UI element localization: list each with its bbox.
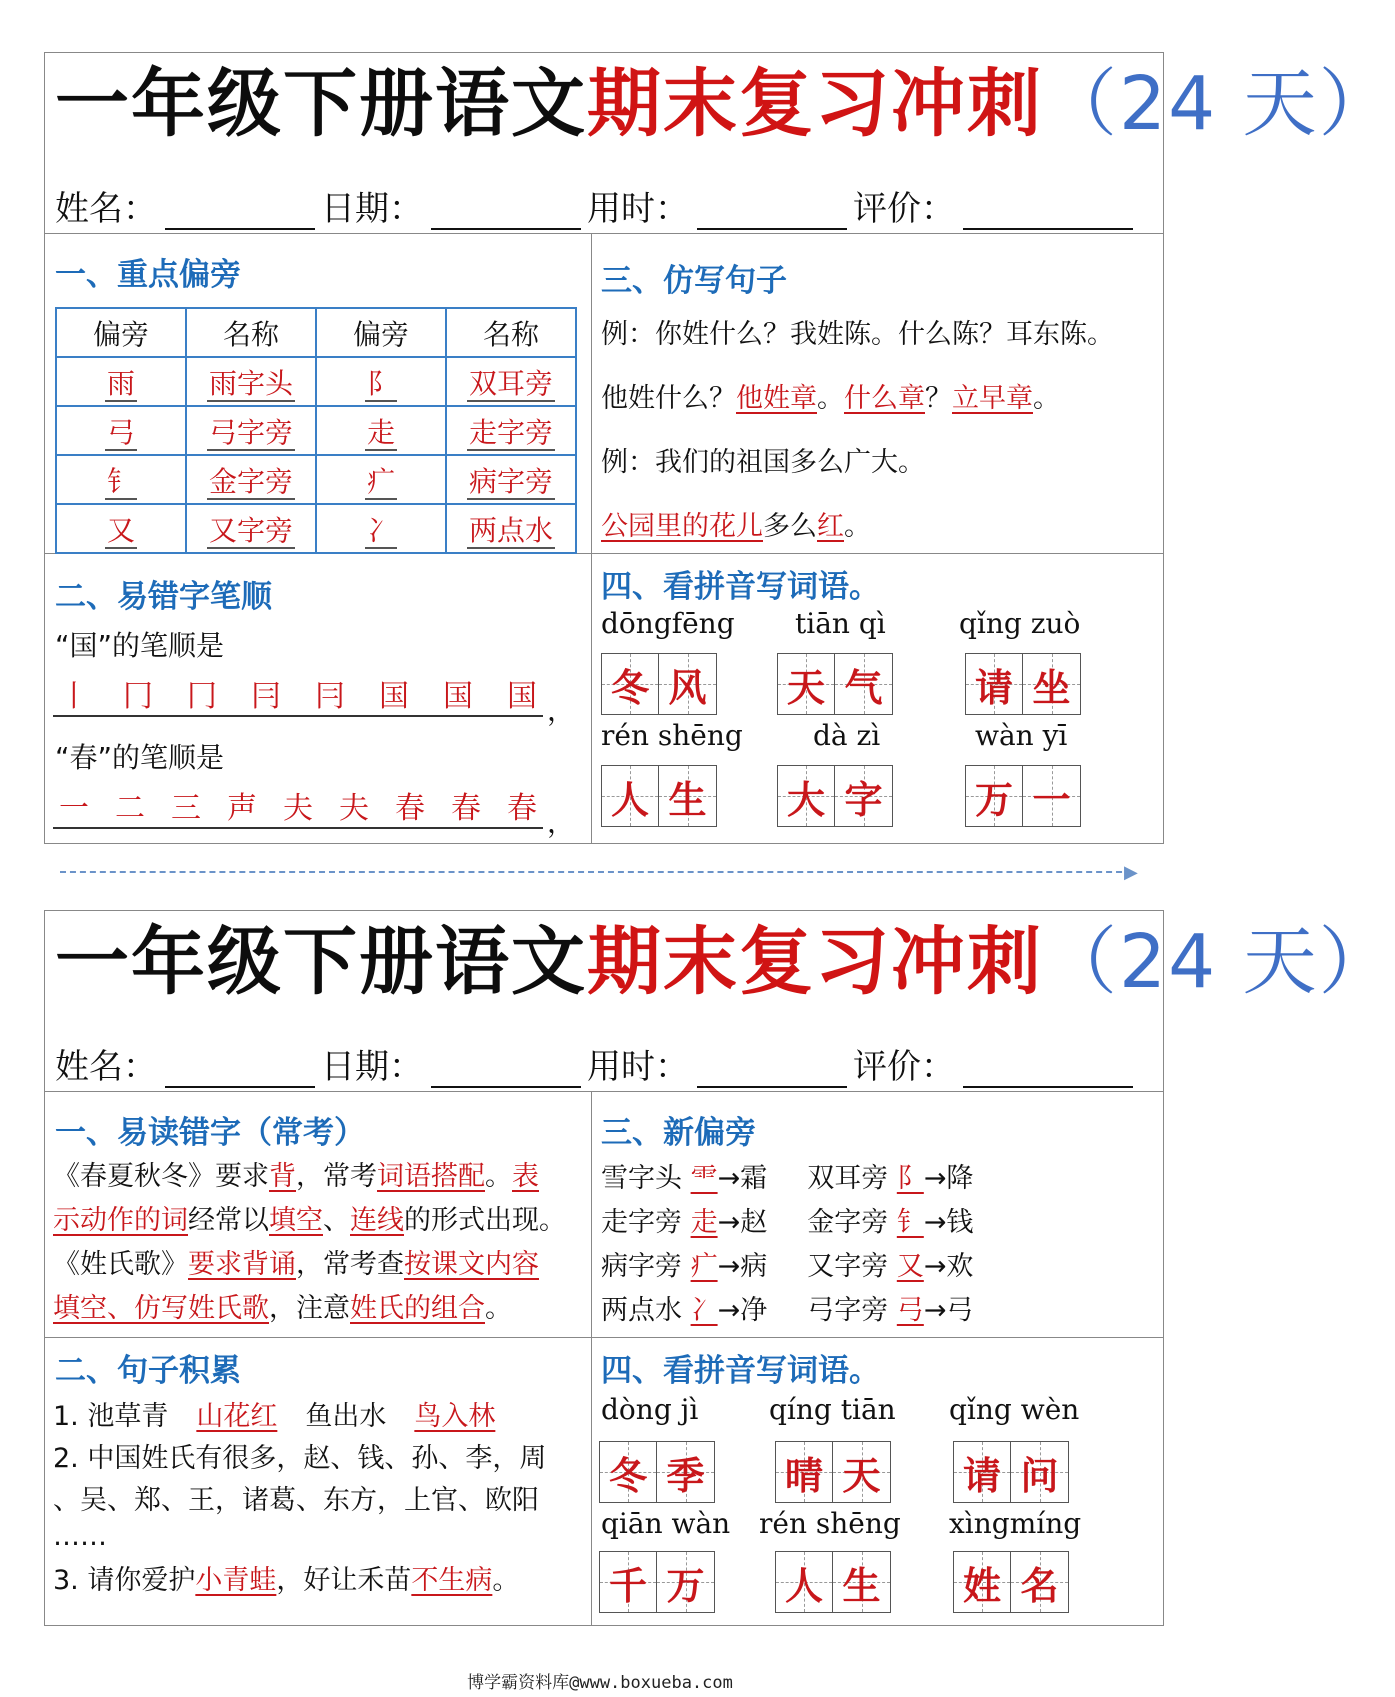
pinyin: wàn yī <box>975 719 1068 752</box>
divider <box>591 233 592 844</box>
paragraph-line: 填空、仿写姓氏歌，注意姓氏的组合。 <box>53 1293 512 1324</box>
written-char: 季 <box>666 1453 705 1498</box>
written-char: 人 <box>784 1563 823 1608</box>
sentence-line: 3. 请你爱护小青蛙，好让禾苗不生病。 <box>53 1565 520 1596</box>
written-char: 气 <box>844 665 883 710</box>
comma: ， <box>547 806 576 839</box>
stroke: 国 <box>443 679 473 714</box>
written-char: 晴 <box>784 1453 823 1498</box>
radical-name: 金字旁 <box>208 464 293 498</box>
sentence-line: 、吴、郑、王，诸葛、东方，上官、欧阳 <box>53 1485 539 1516</box>
pinyin: dōngfēng <box>601 607 735 640</box>
paragraph-line: 《姓氏歌》要求背诵，常考查按课文内容 <box>53 1249 539 1280</box>
written-char: 一 <box>1032 777 1071 822</box>
stroke-order-answer <box>53 783 543 829</box>
stroke-question: “春”的笔顺是 <box>55 741 225 774</box>
pinyin: dòng jì <box>601 1393 699 1426</box>
section-title: 四、看拼音写词语。 <box>601 569 880 605</box>
written-char: 问 <box>1020 1453 1059 1498</box>
table-header: 名称 <box>186 308 316 357</box>
stroke: 三 <box>171 791 201 826</box>
stroke: 冂 <box>187 679 217 714</box>
written-char: 人 <box>610 777 649 822</box>
pinyin: qǐng wèn <box>949 1393 1080 1426</box>
footer-watermark: 博学霸资料库@www.boxueba.com <box>467 1673 733 1693</box>
divider <box>45 1337 1163 1338</box>
radical-name: 弓字旁 <box>208 415 293 449</box>
eval-label: 评价： <box>853 1047 955 1087</box>
pinyin: rén shēng <box>759 1507 901 1540</box>
section-title: 二、易错字笔顺 <box>55 579 272 615</box>
radical-example-row: 走字旁 走→赵 金字旁 钅→钱 <box>601 1207 974 1238</box>
radical: 钅 <box>106 464 135 498</box>
answer-sentence: 公园里的花儿多么红。 <box>601 511 871 542</box>
sentence-line: 2. 中国姓氏有很多，赵、钱、孙、李，周 <box>53 1443 547 1474</box>
radical: 又 <box>106 513 135 547</box>
written-char: 生 <box>842 1563 881 1608</box>
paragraph-line: 《春夏秋冬》要求背，常考词语搭配。表 <box>53 1161 539 1192</box>
example-sentence: 例：你姓什么？我姓陈。什么陈？耳东陈。 <box>601 319 1114 350</box>
written-char: 字 <box>844 777 883 822</box>
table-header: 名称 <box>446 308 576 357</box>
word-grid <box>599 1441 715 1503</box>
table-row <box>56 504 576 553</box>
section-title: 三、新偏旁 <box>601 1115 756 1151</box>
worksheet-title: 一年级下册语文期末复习冲刺（24 天） <box>55 919 1395 1005</box>
written-char: 风 <box>668 665 707 710</box>
written-char: 请 <box>974 665 1013 710</box>
written-char: 冬 <box>608 1453 647 1498</box>
written-char: 坐 <box>1032 665 1071 710</box>
dashed-separator <box>60 871 1132 873</box>
divider <box>45 233 1163 234</box>
date-blank[interactable] <box>431 192 581 230</box>
radical-example-row: 雪字头 ⻗→霜 双耳旁 阝→降 <box>601 1163 974 1194</box>
date-blank[interactable] <box>431 1050 581 1088</box>
radical: 弓 <box>106 415 135 449</box>
info-row <box>55 181 1139 230</box>
radical: 走 <box>366 415 395 449</box>
pinyin: qiān wàn <box>601 1507 731 1540</box>
stroke: 春 <box>395 791 425 826</box>
stroke: 冃 <box>251 679 281 714</box>
pinyin: qǐng zuò <box>959 607 1081 640</box>
pinyin: xìngmíng <box>949 1507 1082 1540</box>
section-title: 二、句子积累 <box>55 1353 241 1389</box>
radical: 雨 <box>106 366 135 400</box>
stroke: 声 <box>227 791 257 826</box>
time-blank[interactable] <box>697 1050 847 1088</box>
pinyin: tiān qì <box>795 607 886 640</box>
arrow-right-icon: ▶ <box>1124 862 1138 883</box>
date-label: 日期： <box>321 189 423 229</box>
radical-name: 走字旁 <box>468 415 553 449</box>
sentence-line: 1. 池草青 山花红 鱼出水 鸟入林 <box>53 1401 496 1432</box>
eval-label: 评价： <box>853 189 955 229</box>
word-grid <box>777 765 893 827</box>
word-grid <box>601 653 717 715</box>
radical-name: 双耳旁 <box>468 366 553 400</box>
word-grid <box>777 653 893 715</box>
time-label: 用时： <box>587 189 689 229</box>
written-char: 千 <box>608 1563 647 1608</box>
radical-example-row: 病字旁 疒→病 又字旁 又→欢 <box>601 1251 974 1282</box>
written-char: 天 <box>842 1453 881 1498</box>
word-grid <box>601 765 717 827</box>
stroke: 国 <box>507 679 537 714</box>
word-grid <box>965 765 1081 827</box>
pinyin: rén shēng <box>601 719 743 752</box>
example-sentence: 例：我们的祖国多么广大。 <box>601 447 925 478</box>
radical-name: 两点水 <box>468 513 553 547</box>
pinyin: dà zì <box>813 719 881 752</box>
word-grid <box>953 1441 1069 1503</box>
table-row <box>56 455 576 504</box>
eval-blank[interactable] <box>963 192 1133 230</box>
divider <box>45 1091 1163 1092</box>
radical: 疒 <box>366 464 395 498</box>
section-title: 一、易读错字（常考） <box>55 1115 365 1151</box>
stroke: 二 <box>115 791 145 826</box>
stroke: 夫 <box>283 791 313 826</box>
info-row <box>55 1039 1139 1088</box>
date-label: 日期： <box>321 1047 423 1087</box>
radical: 阝 <box>366 366 395 400</box>
stroke: 丨 <box>59 679 89 714</box>
section-title: 四、看拼音写词语。 <box>601 1353 880 1389</box>
sentence-line: …… <box>53 1521 107 1552</box>
radical-name: 又字旁 <box>208 513 293 547</box>
radical-example-row: 两点水 冫→净 弓字旁 弓→弓 <box>601 1295 974 1326</box>
written-char: 万 <box>666 1563 705 1608</box>
stroke-order-answer <box>53 671 543 717</box>
eval-blank[interactable] <box>963 1050 1133 1088</box>
stroke-question: “国”的笔顺是 <box>55 629 225 662</box>
name-label: 姓名： <box>55 189 157 229</box>
answer-sentence: 他姓什么？他姓章。什么章？立早章。 <box>601 383 1060 414</box>
written-char: 请 <box>962 1453 1001 1498</box>
radical-table <box>55 307 577 554</box>
written-char: 天 <box>786 665 825 710</box>
table-header-row <box>56 308 576 357</box>
written-char: 生 <box>668 777 707 822</box>
radical-name: 病字旁 <box>468 464 553 498</box>
stroke: 春 <box>451 791 481 826</box>
stroke: 冃 <box>315 679 345 714</box>
worksheet-day24-b <box>44 910 1395 1626</box>
stroke: 一 <box>59 791 89 826</box>
radical: 冫 <box>366 513 395 547</box>
comma: ， <box>547 694 576 727</box>
name-blank[interactable] <box>165 1050 315 1088</box>
stroke: 冂 <box>123 679 153 714</box>
table-row <box>56 357 576 406</box>
time-blank[interactable] <box>697 192 847 230</box>
pinyin: qíng tiān <box>769 1393 896 1426</box>
table-header: 偏旁 <box>56 308 186 357</box>
stroke: 夫 <box>339 791 369 826</box>
word-grid <box>775 1441 891 1503</box>
table-row <box>56 406 576 455</box>
written-char: 名 <box>1020 1563 1059 1608</box>
radical-name: 雨字头 <box>208 366 293 400</box>
written-char: 大 <box>786 777 825 822</box>
paragraph-line: 示动作的词经常以填空、连线的形式出现。 <box>53 1205 566 1236</box>
stroke: 春 <box>507 791 537 826</box>
name-label: 姓名： <box>55 1047 157 1087</box>
divider <box>591 1091 592 1626</box>
section-title: 三、仿写句子 <box>601 263 787 299</box>
written-char: 冬 <box>610 665 649 710</box>
stroke: 国 <box>379 679 409 714</box>
name-blank[interactable] <box>165 192 315 230</box>
time-label: 用时： <box>587 1047 689 1087</box>
word-grid <box>965 653 1081 715</box>
word-grid <box>775 1551 891 1613</box>
section-title: 一、重点偏旁 <box>55 257 241 293</box>
worksheet-title: 一年级下册语文期末复习冲刺（24 天） <box>55 61 1395 147</box>
word-grid <box>599 1551 715 1613</box>
written-char: 姓 <box>962 1563 1001 1608</box>
word-grid <box>953 1551 1069 1613</box>
table-header: 偏旁 <box>316 308 446 357</box>
worksheet-day24-a <box>44 52 1395 844</box>
written-char: 万 <box>974 777 1013 822</box>
